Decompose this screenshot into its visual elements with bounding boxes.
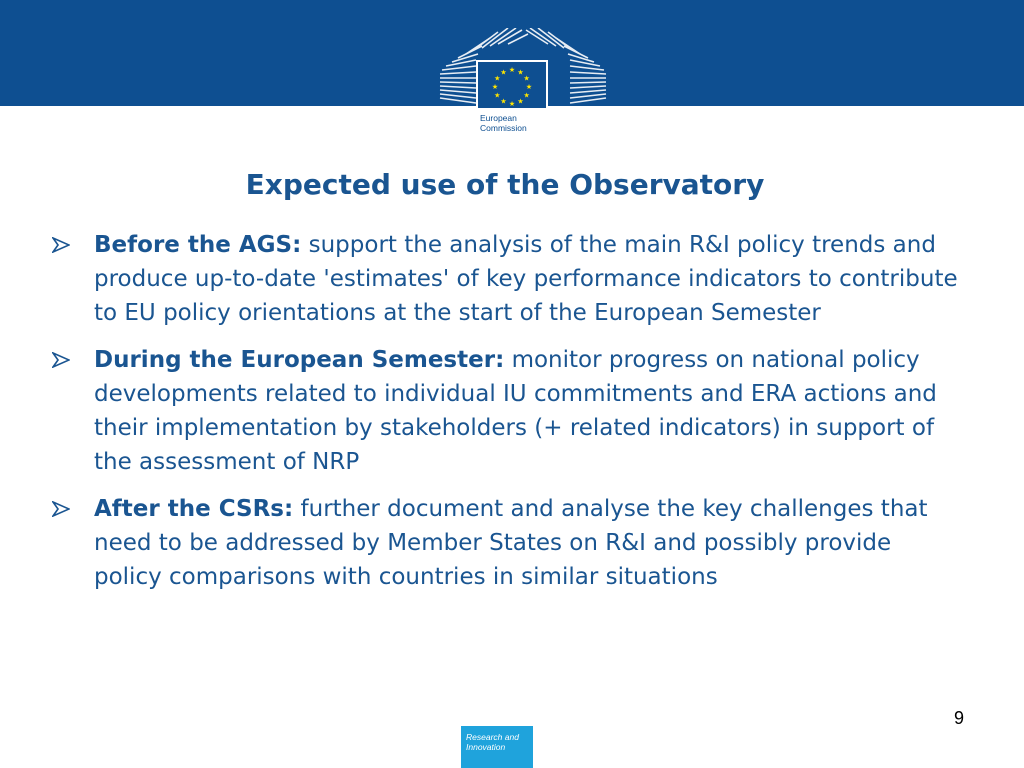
svg-text:★: ★ xyxy=(517,97,524,106)
svg-text:★: ★ xyxy=(494,91,501,100)
bullet-list xyxy=(52,228,962,607)
svg-text:★: ★ xyxy=(525,83,533,91)
logo-wordmark xyxy=(478,113,546,133)
tag-line-1: Research and xyxy=(466,732,519,742)
tag-line-2: Innovation xyxy=(466,742,506,752)
bullet-item-during-semester xyxy=(52,343,962,479)
bullet-item-before-ags xyxy=(52,228,962,330)
svg-text:★: ★ xyxy=(494,74,501,83)
research-innovation-tag xyxy=(461,726,533,768)
svg-text:★: ★ xyxy=(508,66,516,74)
logo-line-2: Commission xyxy=(480,123,527,133)
eu-flag xyxy=(478,62,546,108)
bullet-text: support the analysis of the main R&I policy trends and produce up-to-date 'estimates' of key performance indicators to contribute to EU policy orientations at the start of the European Semester xyxy=(94,232,958,326)
bullet-text: monitor progress on national policy developments related to individual IU commitments and ERA actions and their implementation by stakeholders (+ related indicators) in support of the assessment of NRP xyxy=(94,347,937,475)
svg-text:★: ★ xyxy=(517,68,524,77)
svg-text:★: ★ xyxy=(500,68,507,77)
eu-stars-icon xyxy=(478,62,546,108)
bullet-text: further document and analyse the key challenges that need to be addressed by Member States on R&I and possibly provide policy comparisons with countries in similar situations xyxy=(94,496,928,590)
page-number: 9 xyxy=(953,708,964,728)
slide-title: Expected use of the Observatory xyxy=(245,168,765,201)
arrowhead-bullet-icon xyxy=(52,237,70,253)
bullet-item-after-csrs xyxy=(52,492,962,594)
svg-text:★: ★ xyxy=(523,74,530,83)
bullet-lead: Before the AGS: xyxy=(94,232,302,258)
svg-text:★: ★ xyxy=(523,91,530,100)
bullet-lead: After the CSRs: xyxy=(94,496,294,522)
arrowhead-bullet-icon xyxy=(52,501,70,517)
svg-text:★: ★ xyxy=(500,97,507,106)
bullet-lead: During the European Semester: xyxy=(94,347,505,373)
arrowhead-bullet-icon xyxy=(52,352,70,368)
svg-text:★: ★ xyxy=(508,100,516,108)
svg-text:★: ★ xyxy=(491,83,499,91)
logo-line-1: European xyxy=(480,113,517,123)
